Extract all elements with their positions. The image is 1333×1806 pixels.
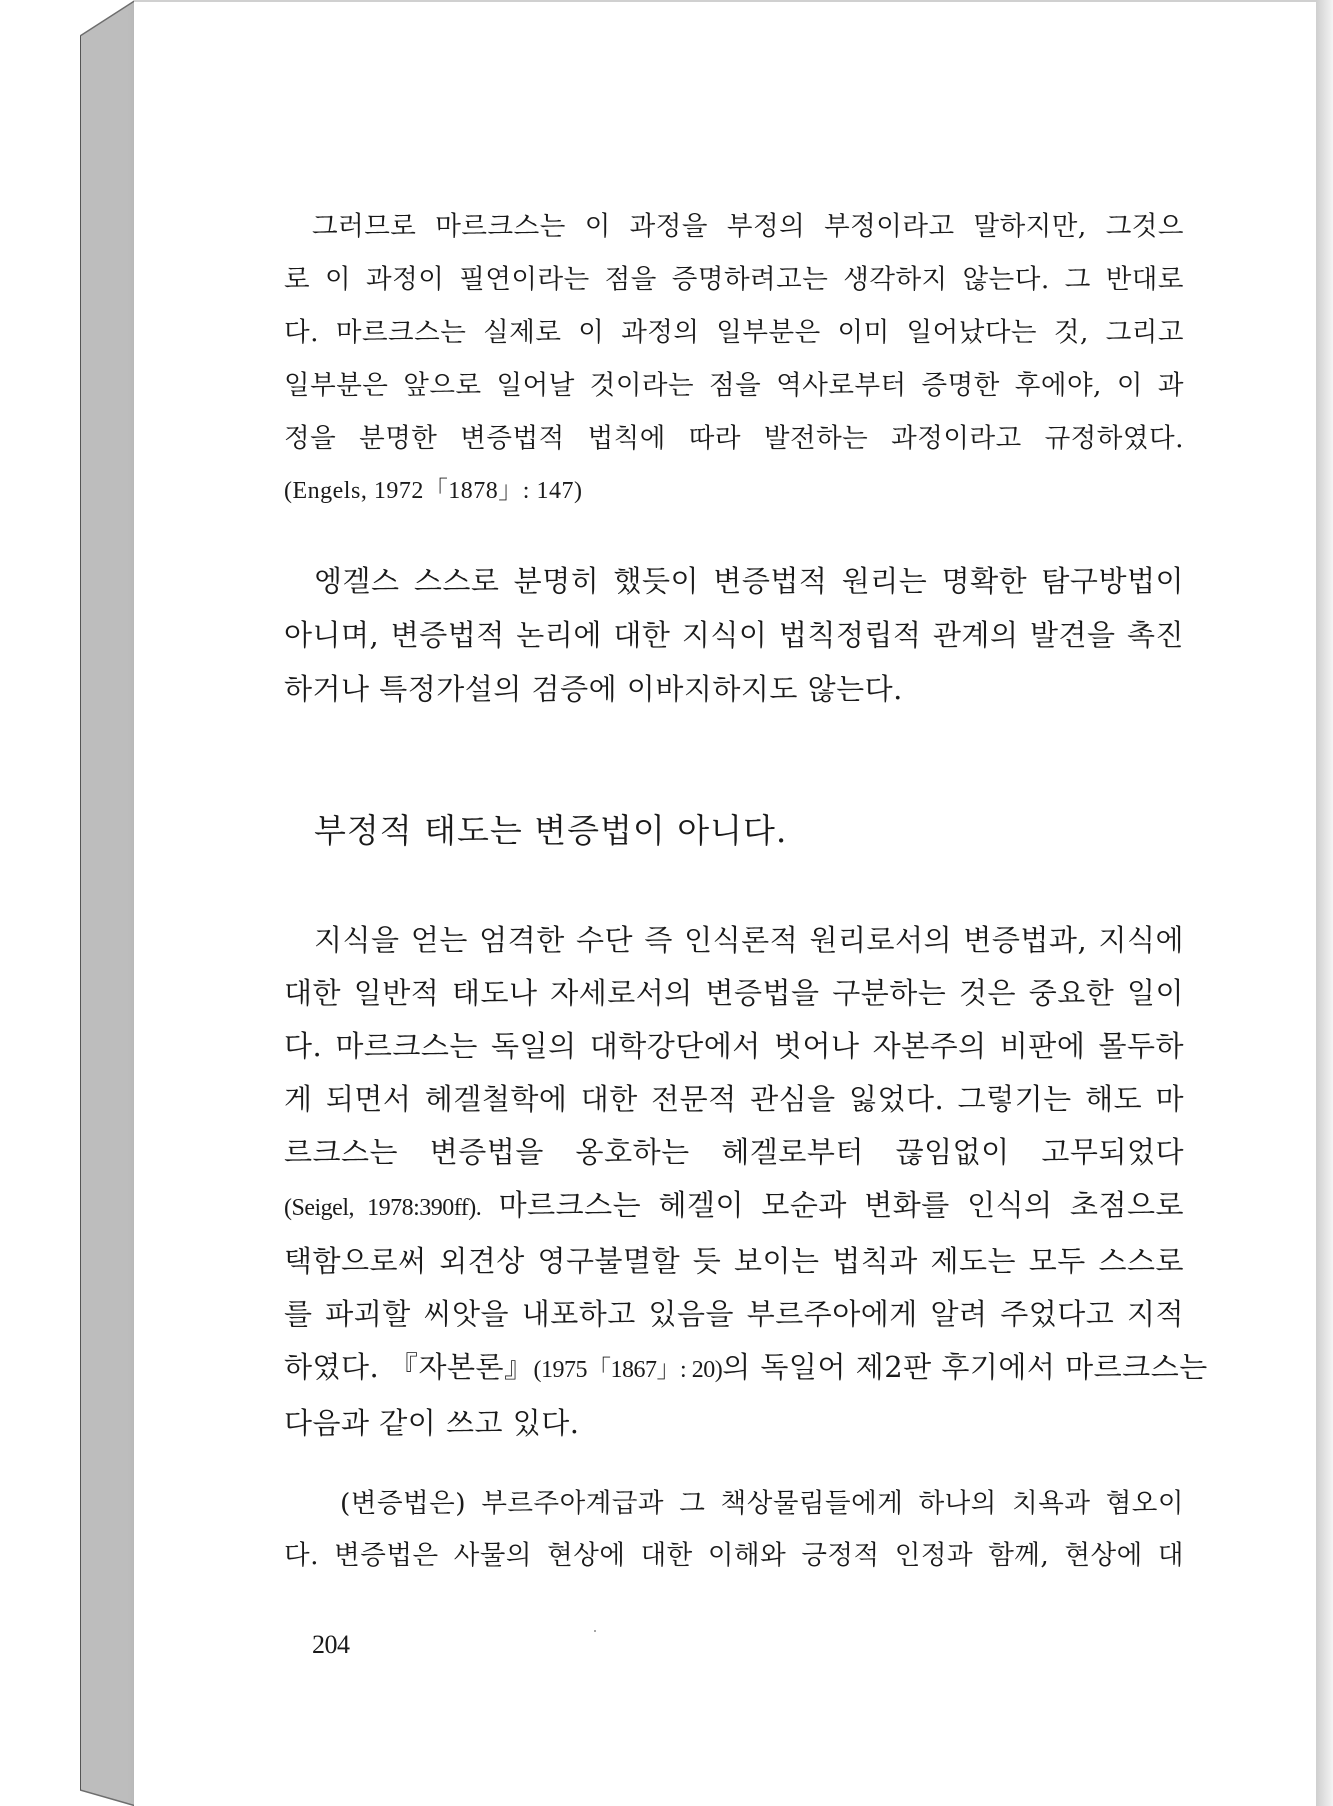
page-edge-shadow <box>1316 0 1333 1806</box>
section-heading: 부정적 태도는 변증법이 아니다. <box>314 811 788 850</box>
inline-citation: (Seigel, 1978:390ff). <box>284 1195 482 1221</box>
quote-citation: (Engels, 1972「1878」: 147) <box>284 478 583 504</box>
paragraph-line: 엥겔스 스스로 분명히 했듯이 변증법적 원리는 명확한 탐구방법이 <box>314 564 1184 598</box>
paragraph-line: 게 되면서 헤겔철학에 대한 전문적 관심을 잃었다. 그렇기는 해도 마 <box>284 1082 1184 1116</box>
paragraph-line: 하거나 특정가설의 검증에 이바지하지도 않는다. <box>284 672 903 706</box>
page-number: 204 <box>312 1630 350 1659</box>
paragraph-line <box>284 1341 1208 1397</box>
paragraph-text: 마르크스는 헤겔이 모순과 변화를 인식의 초점으로 <box>481 1188 1184 1222</box>
quote-line: 다. 마르크스는 실제로 이 과정의 일부분은 이미 일어났다는 것, 그리고 <box>284 317 1184 348</box>
paragraph-dialectic-attitude <box>284 914 1208 1450</box>
paragraph-line: 대한 일반적 태도나 자세로서의 변증법을 구분하는 것은 중요한 일이 <box>284 976 1184 1010</box>
block-quote-capital <box>284 1478 1184 1582</box>
paragraph-line: 아니며, 변증법적 논리에 대한 지식이 법칙정립적 관계의 발견을 촉진 <box>284 618 1184 652</box>
page-top-border <box>134 0 1316 2</box>
quote-line: 다. 변증법은 사물의 현상에 대한 이해와 긍정적 인정과 함께, 현상에 대 <box>284 1540 1184 1571</box>
paragraph-line: 다. 마르크스는 독일의 대학강단에서 벗어나 자본주의 비판에 몰두하 <box>284 1029 1184 1063</box>
paragraph-text: 하였다. 『자본론』 <box>284 1350 534 1384</box>
book-spine <box>80 0 136 1806</box>
quote-line: 로 이 과정이 필연이라는 점을 증명하려고는 생각하지 않는다. 그 반대로 <box>284 264 1184 295</box>
paragraph-dialectic-principle <box>284 554 1184 716</box>
quote-line: (변증법은) 부르주아계급과 그 책상물림들에게 하나의 치욕과 혐오이 <box>340 1488 1184 1519</box>
paragraph-line: 를 파괴할 씨앗을 내포하고 있음을 부르주아에게 알려 주었다고 지적 <box>284 1297 1184 1331</box>
paragraph-line: 택함으로써 외견상 영구불멸할 듯 보이는 법칙과 제도는 모두 스스로 <box>284 1244 1184 1278</box>
quote-line: 그러므로 마르크스는 이 과정을 부정의 부정이라고 말하지만, 그것으 <box>312 211 1184 242</box>
quote-line: 정을 분명한 변증법적 법칙에 따라 발전하는 과정이라고 규정하였다. <box>284 423 1184 454</box>
quote-line: 일부분은 앞으로 일어날 것이라는 점을 역사로부터 증명한 후에야, 이 과 <box>284 370 1184 401</box>
paragraph-line: 다음과 같이 쓰고 있다. <box>284 1406 580 1440</box>
paragraph-line <box>284 1179 1184 1235</box>
block-quote-engels <box>284 200 1184 518</box>
paragraph-text: 의 독일어 제2판 후기에서 마르크스는 <box>722 1350 1208 1384</box>
paragraph-line: 지식을 얻는 엄격한 수단 즉 인식론적 원리로서의 변증법과, 지식에 <box>314 923 1184 957</box>
print-speck <box>594 1630 596 1632</box>
paragraph-line: 르크스는 변증법을 옹호하는 헤겔로부터 끊임없이 고무되었다 <box>284 1135 1184 1169</box>
inline-citation: (1975「1867」: 20) <box>533 1357 723 1383</box>
